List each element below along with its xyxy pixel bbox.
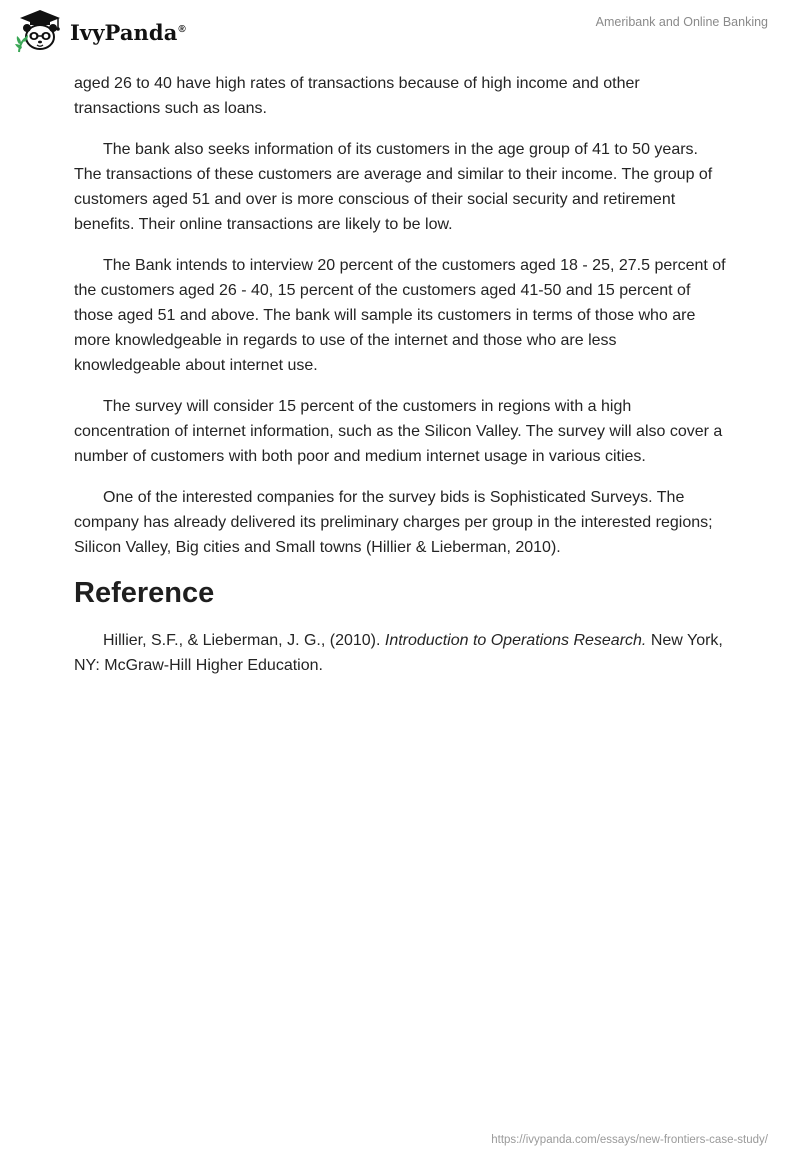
paragraph-age-groups: The bank also seeks information of its customers in the age group of 41 to 50 years. The transactions of these customers are average and similar to their income. The group of customers aged 51 and over is more conscious of their social security and retirement benefits. Their online transactions are likely to be low. <box>74 141 713 233</box>
paragraph-survey-regions: The survey will consider 15 percent of the customers in regions with a high concentration of internet information, such as the Silicon Valley. The survey will also cover a number of customers with both poor and medium internet usage in various cities. <box>74 398 723 465</box>
source-url-link[interactable]: https://ivypanda.com/essays/new-frontiers-case-study/ <box>491 1134 768 1146</box>
brand-name: IvyPanda® <box>70 19 186 45</box>
essay-content <box>74 71 726 694</box>
reference-entry <box>74 628 726 678</box>
panda-graduate-icon <box>14 8 66 54</box>
registered-mark: ® <box>178 23 186 35</box>
document-title: Ameribank and Online Banking <box>595 15 768 29</box>
paragraph-interview-plan: The Bank intends to interview 20 percent of the customers aged 18 - 25, 27.5 percent of the customers aged 26 - 40, 15 percent of the customers aged 41-50 and 15 percent of those aged 51 and above. The bank will sample its customers in terms of those who are more knowledgeable in regards to use of the internet and those who are less knowledgeable about internet use. <box>74 257 726 374</box>
reference-publisher: New York, NY: McGraw-Hill Higher Education. <box>74 632 723 674</box>
paragraph-survey-bids: One of the interested companies for the survey bids is Sophisticated Surveys. The company has already delivered its preliminary charges per group in the interested regions; Silicon Valley, Big cities and Small towns (Hillier & Lieberman, 2010). <box>74 489 713 556</box>
brand-logo-link[interactable] <box>14 8 186 54</box>
paragraph-continued: aged 26 to 40 have high rates of transactions because of high income and other transactions such as loans. <box>74 75 640 117</box>
reference-authors: Hillier, S.F., & Lieberman, J. G., (2010). <box>103 632 385 649</box>
reference-title: Introduction to Operations Research. <box>384 632 647 649</box>
reference-heading: Reference <box>74 577 215 609</box>
